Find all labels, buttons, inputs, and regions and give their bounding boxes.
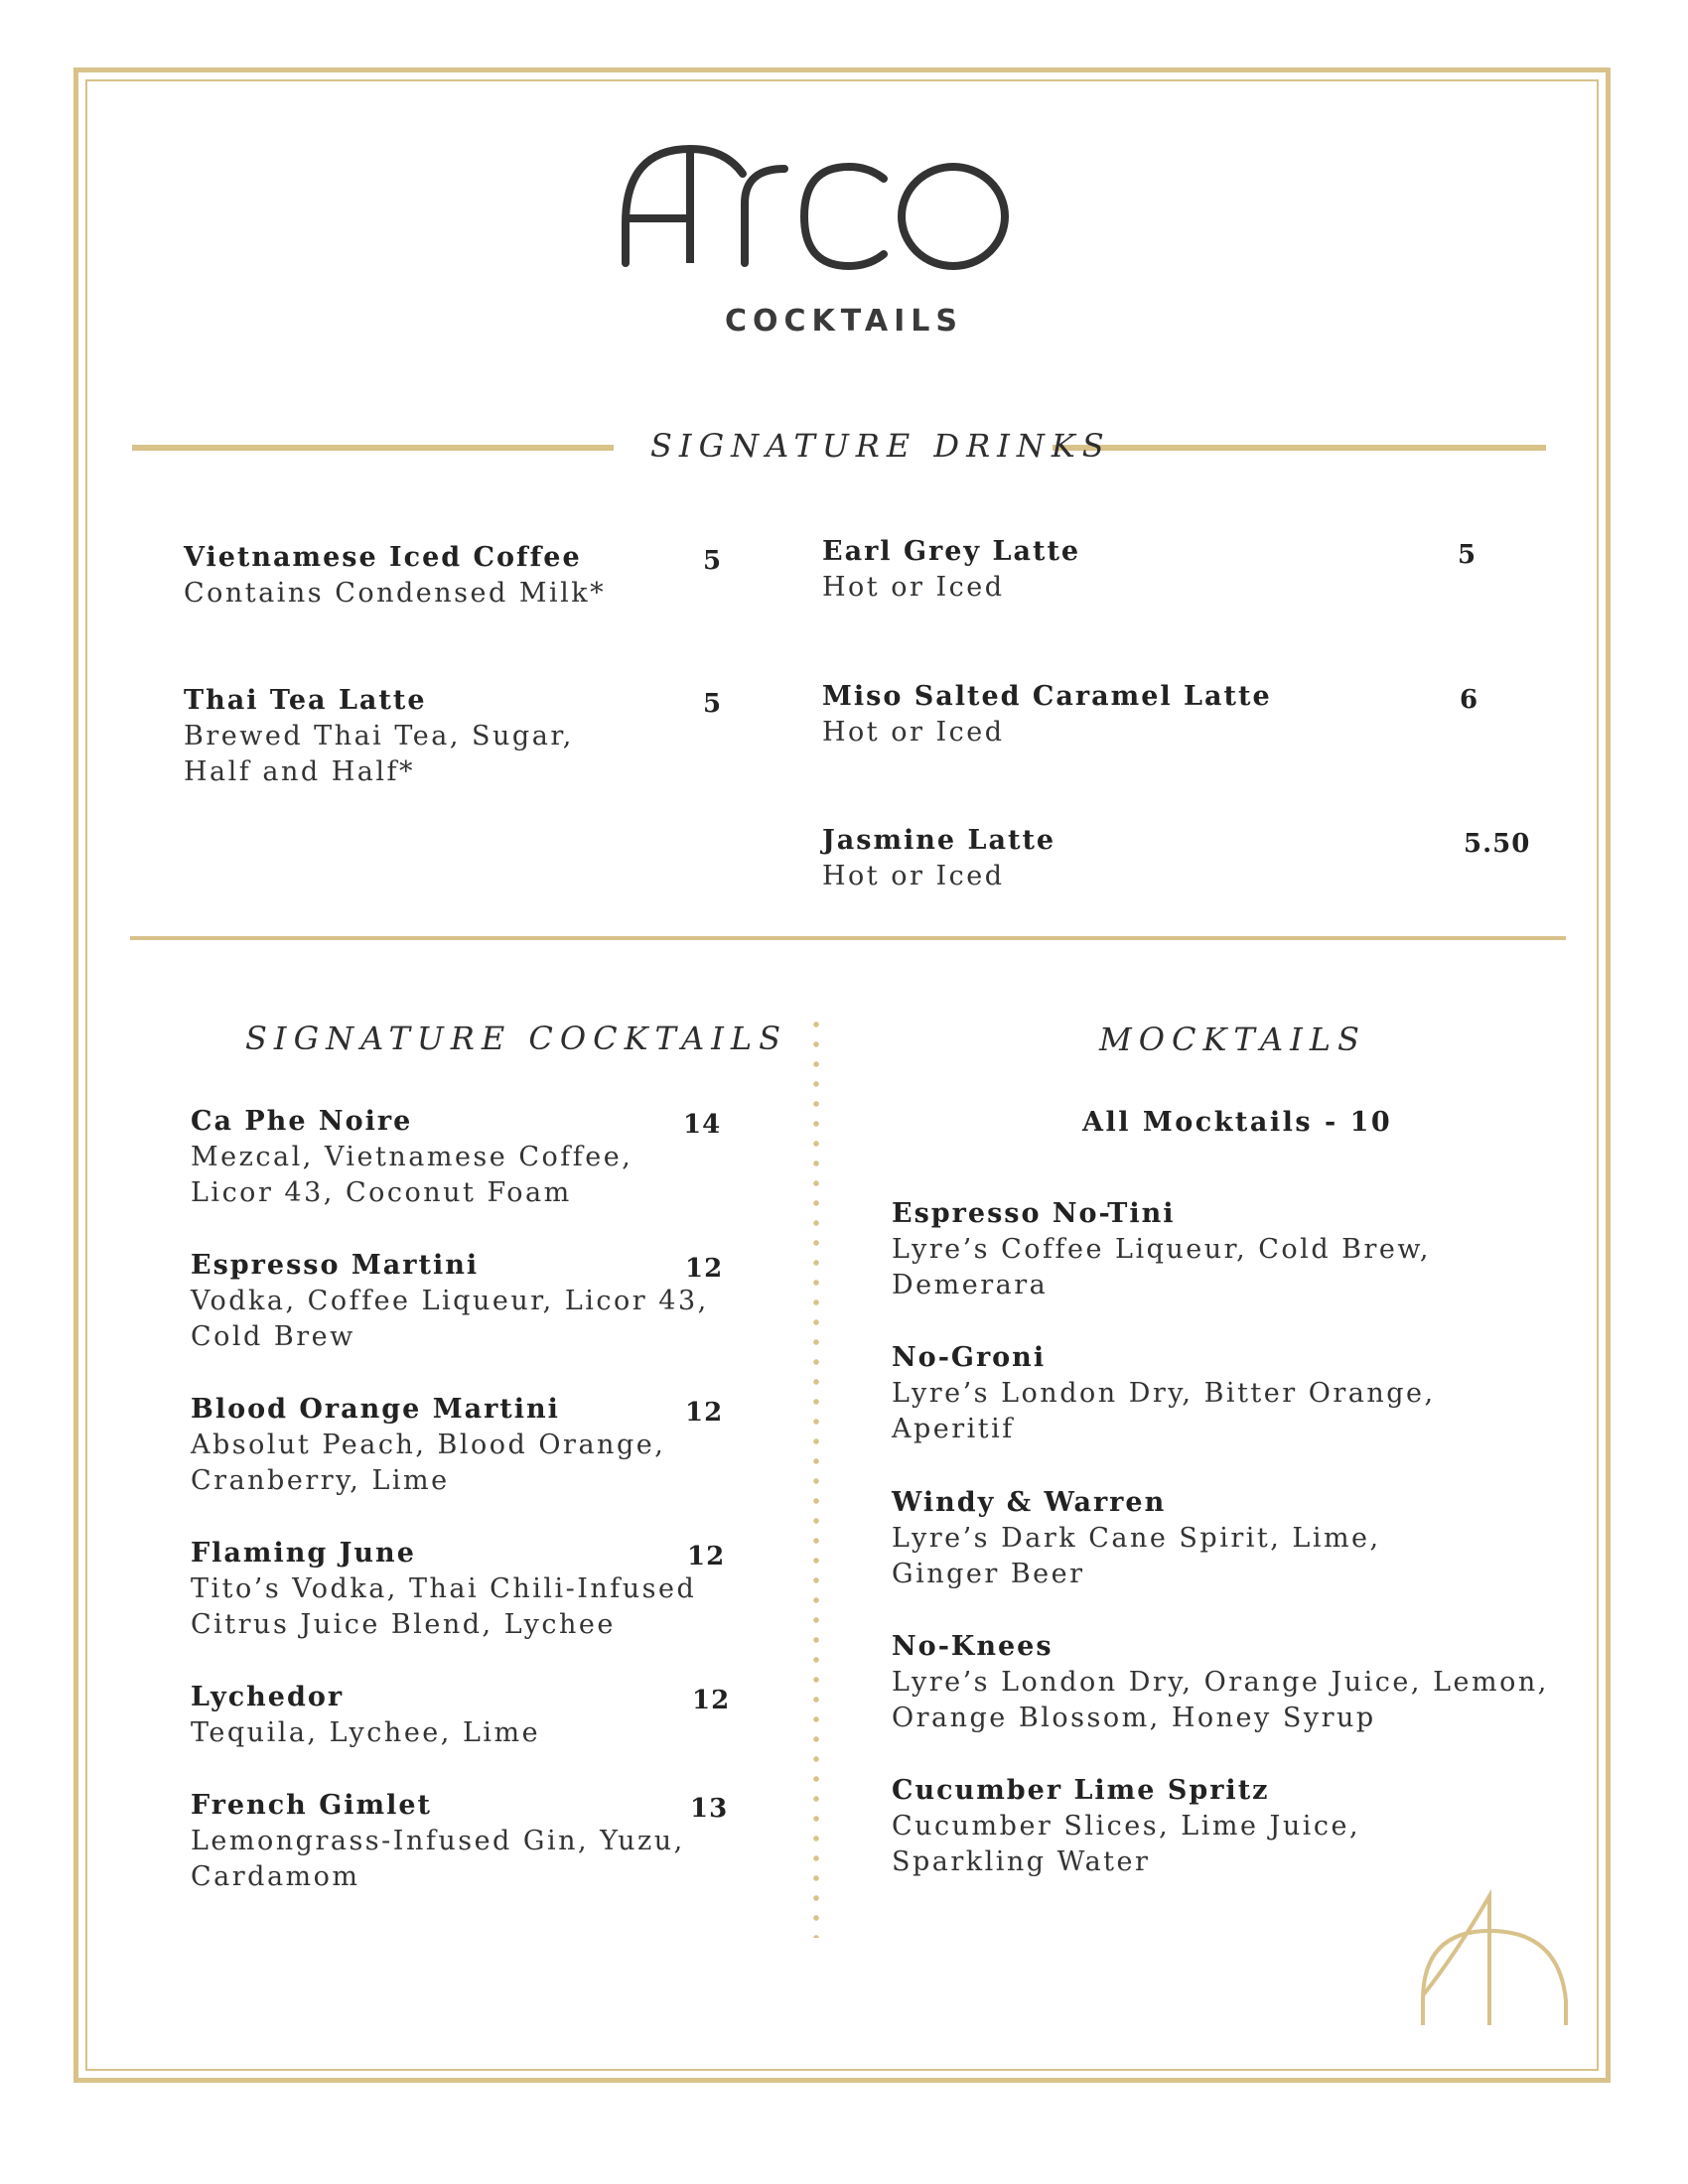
signature-cocktails-title: SIGNATURE COCKTAILS xyxy=(245,1020,788,1057)
menu-item-earl-grey-latte: Earl Grey Latte Hot or Iced xyxy=(822,536,1081,603)
menu-item-cucumber-lime-spritz: Cucumber Lime Spritz Cucumber Slices, Lime Juice, Sparkling Water xyxy=(892,1775,1361,1877)
price-lychedor: 12 xyxy=(692,1686,731,1715)
menu-item-ca-phe-noire: Ca Phe Noire Mezcal, Vietnamese Coffee, Licor 43, Coconut Foam xyxy=(191,1106,633,1208)
arco-monogram-icon xyxy=(1415,1886,1574,2030)
signature-drinks-rule-left xyxy=(132,445,614,451)
signature-drinks-title: SIGNATURE DRINKS xyxy=(650,427,1111,465)
column-dotted-divider xyxy=(813,1015,819,1938)
menu-item-jasmine-latte: Jasmine Latte Hot or Iced xyxy=(822,825,1056,891)
menu-item-espresso-no-tini: Espresso No-Tini Lyre’s Coffee Liqueur, Cold Brew, Demerara xyxy=(892,1198,1431,1300)
price-ca-phe-noire: 14 xyxy=(683,1110,722,1140)
price-jasmine-latte: 5.50 xyxy=(1464,829,1531,859)
menu-item-french-gimlet: French Gimlet Lemongrass-Infused Gin, Yuzu, Cardamom xyxy=(191,1790,685,1892)
menu-item-no-groni: No-Groni Lyre’s London Dry, Bitter Orange, Aperitif xyxy=(892,1342,1436,1444)
section-divider xyxy=(130,936,1566,940)
price-french-gimlet: 13 xyxy=(690,1794,729,1824)
price-blood-orange-martini: 12 xyxy=(685,1398,724,1428)
mocktails-title: MOCKTAILS xyxy=(1099,1021,1366,1058)
menu-item-no-knees: No-Knees Lyre’s London Dry, Orange Juice, Lemon, Orange Blossom, Honey Syrup xyxy=(892,1631,1549,1733)
menu-item-lychedor: Lychedor Tequila, Lychee, Lime xyxy=(191,1682,541,1748)
price-espresso-martini: 12 xyxy=(685,1254,724,1284)
price-earl-grey-latte: 5 xyxy=(1458,540,1477,570)
signature-drinks-rule-right xyxy=(1053,445,1546,451)
menu-item-thai-tea-latte: Thai Tea Latte Brewed Thai Tea, Sugar, Half and Half* xyxy=(184,685,574,787)
all-mocktails-price-note: All Mocktails - 10 xyxy=(1082,1107,1393,1138)
price-miso-salted-caramel-latte: 6 xyxy=(1460,685,1479,715)
price-thai-tea-latte: 5 xyxy=(703,689,723,719)
menu-item-espresso-martini: Espresso Martini Vodka, Coffee Liqueur, Licor 43, Cold Brew xyxy=(191,1250,709,1352)
menu-item-flaming-june: Flaming June Tito’s Vodka, Thai Chili-Infused Citrus Juice Blend, Lychee xyxy=(191,1538,697,1640)
menu-item-miso-salted-caramel-latte: Miso Salted Caramel Latte Hot or Iced xyxy=(822,681,1272,748)
menu-item-windy-and-warren: Windy & Warren Lyre’s Dark Cane Spirit, Lime, Ginger Beer xyxy=(892,1487,1381,1589)
price-vietnamese-iced-coffee: 5 xyxy=(703,546,723,576)
menu-item-vietnamese-iced-coffee: Vietnamese Iced Coffee Contains Condensed Milk* xyxy=(184,542,607,609)
arco-logo xyxy=(596,129,1023,278)
arco-logo-icon xyxy=(596,129,1023,278)
menu-item-blood-orange-martini: Blood Orange Martini Absolut Peach, Blood Orange, Cranberry, Lime xyxy=(191,1394,666,1496)
price-flaming-june: 12 xyxy=(687,1542,726,1571)
logo-subtitle: COCKTAILS xyxy=(724,304,964,339)
menu-frame-inner xyxy=(85,79,1599,2071)
